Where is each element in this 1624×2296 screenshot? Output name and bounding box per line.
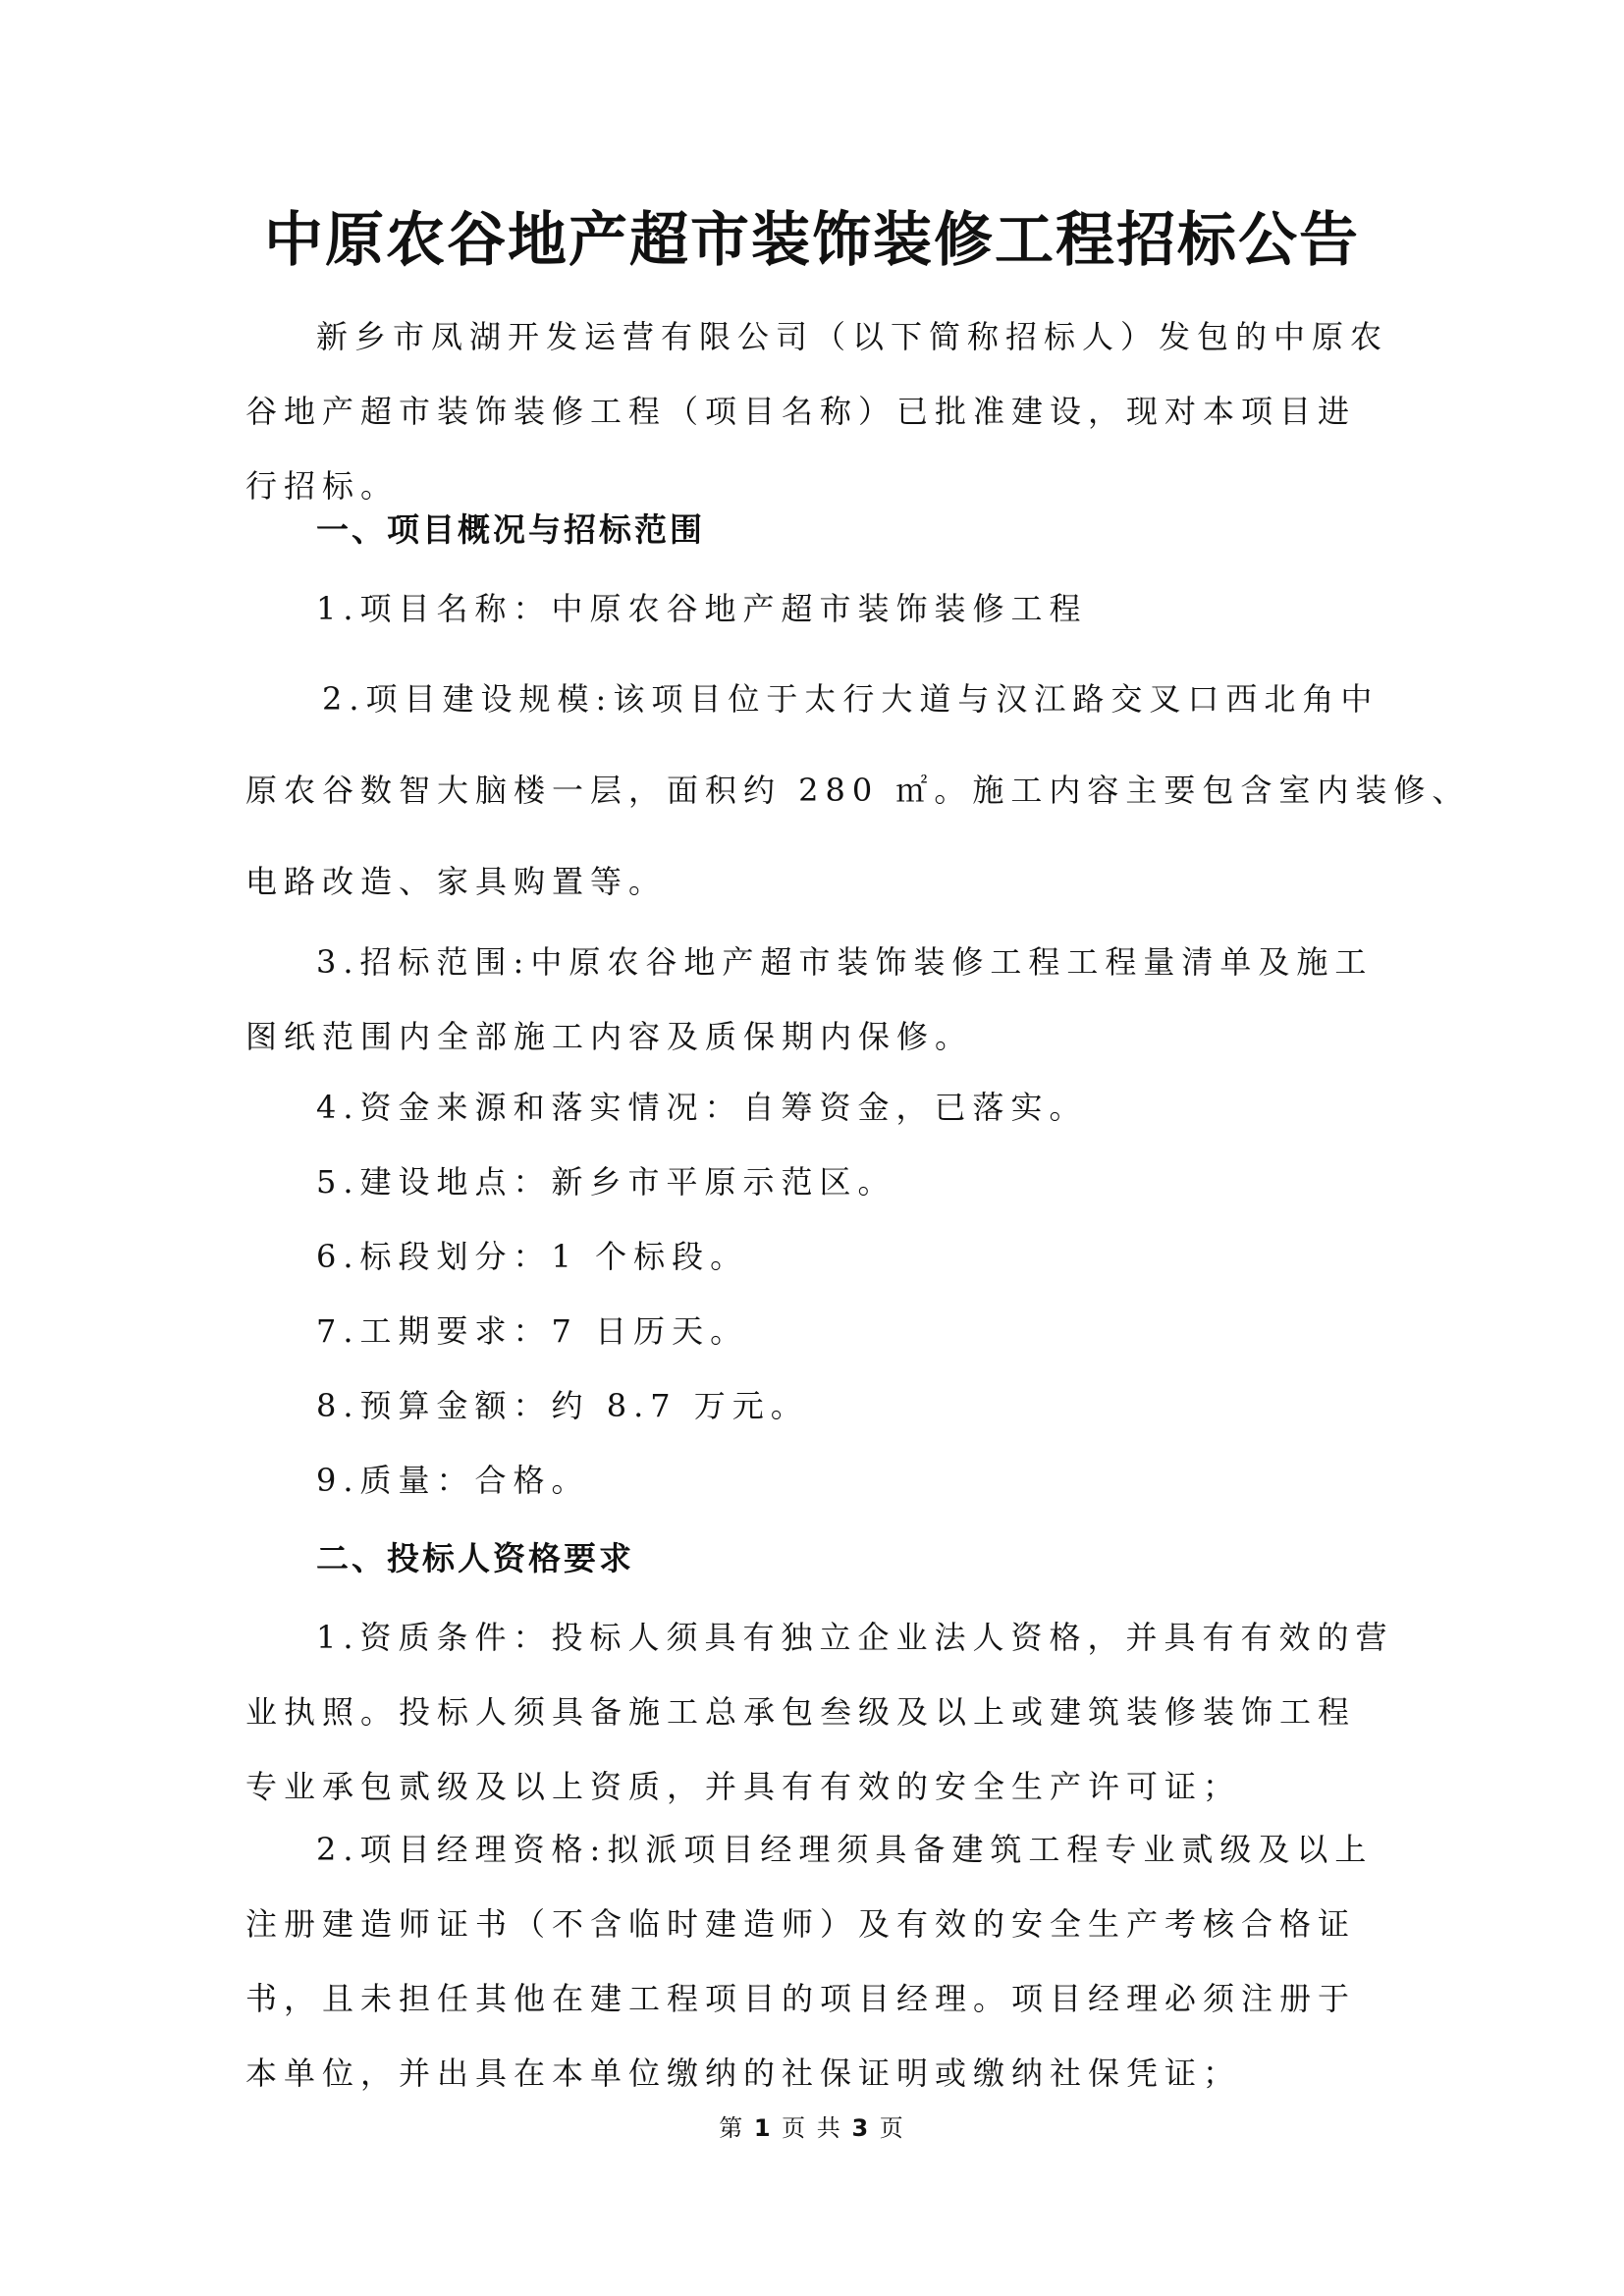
project-name-item: 1.项目名称：中原农谷地产超市装饰装修工程 [316,590,1088,627]
location-item: 5.建设地点：新乡市平原示范区。 [316,1163,896,1201]
footer-prefix: 第 [719,2114,745,2142]
section-division-item: 6.标段划分：1 个标段。 [316,1238,749,1275]
footer-suffix: 页 [879,2114,905,2142]
budget-item: 8.预算金额：约 8.7 万元。 [316,1387,809,1424]
project-manager-item [245,1812,1394,2110]
bid-scope-item [245,925,1394,1074]
project-scale-line: 2.项目建设规模:该项目位于太行大道与汉江路交叉口西北角中 [322,680,1380,718]
intro-line: 新乡市凤湖开发运营有限公司（以下简称招标人）发包的中原农 [316,318,1389,355]
footer-page-number: 1 [753,2114,773,2142]
project-scale-line: 原农谷数智大脑楼一层，面积约 280 ㎡。施工内容主要包含室内装修、 [245,772,1471,809]
project-manager-line: 注册建造师证书（不含临时建造师）及有效的安全生产考核合格证 [245,1905,1357,1943]
project-scale-item [245,654,1471,928]
qualification-line: 业执照。投标人须具备施工总承包叁级及以上或建筑装修装饰工程 [245,1693,1357,1731]
quality-item: 9.质量：合格。 [316,1462,590,1499]
intro-line: 行招标。 [245,467,400,505]
intro-paragraph [245,299,1394,523]
page-footer [0,2109,1624,2148]
funding-item: 4.资金来源和落实情况：自筹资金，已落实。 [316,1089,1088,1126]
section-heading-project-overview: 一、项目概况与招标范围 [316,510,705,549]
intro-line: 谷地产超市装饰装修工程（项目名称）已批准建设，现对本项目进 [245,393,1357,430]
qualification-line: 1.资质条件：投标人须具有独立企业法人资格，并具有有效的营 [316,1619,1394,1656]
document-title: 中原农谷地产超市装饰装修工程招标公告 [264,206,1360,275]
qualification-item [245,1600,1394,1824]
footer-middle: 页 共 [782,2114,842,2142]
project-manager-line: 本单位，并出具在本单位缴纳的社保证明或缴纳社保凭证； [245,2055,1242,2092]
project-scale-line: 电路改造、家具购置等。 [245,863,668,900]
section-heading-bidder-qualification: 二、投标人资格要求 [316,1539,634,1577]
project-manager-line: 书，且未担任其他在建工程项目的项目经理。项目经理必须注册于 [245,1980,1357,2017]
footer-total-pages: 3 [851,2114,871,2142]
qualification-line: 专业承包贰级及以上资质，并具有有效的安全生产许可证； [245,1768,1242,1805]
duration-item: 7.工期要求：7 日历天。 [316,1312,749,1350]
bid-scope-line: 3.招标范围:中原农谷地产超市装饰装修工程工程量清单及施工 [316,943,1374,981]
project-manager-line: 2.项目经理资格:拟派项目经理须具备建筑工程专业贰级及以上 [316,1831,1374,1868]
bid-scope-line: 图纸范围内全部施工内容及质保期内保修。 [245,1018,974,1055]
